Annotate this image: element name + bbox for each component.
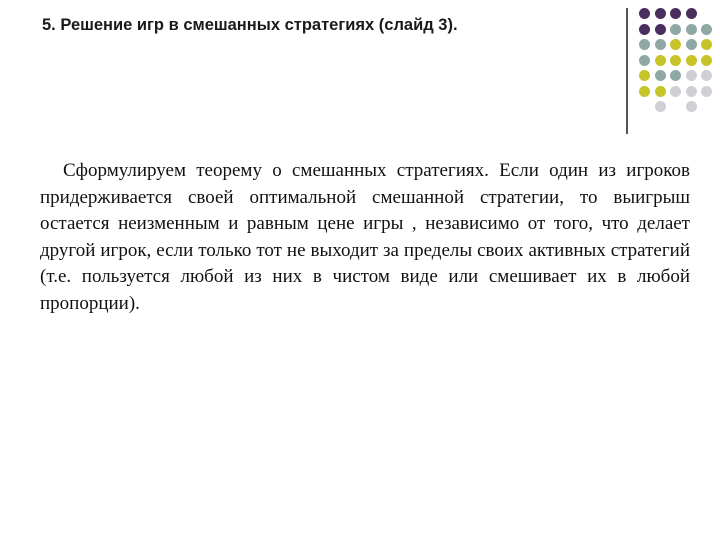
decorative-dot — [701, 55, 712, 66]
decorative-dot — [639, 55, 650, 66]
decorative-dot — [639, 86, 650, 97]
decorative-dot — [701, 39, 712, 50]
decorative-dot — [686, 39, 697, 50]
decorative-dot — [670, 86, 681, 97]
decorative-dot — [639, 24, 650, 35]
decorative-dot — [670, 55, 681, 66]
decorative-dot — [655, 39, 666, 50]
decorative-dot — [686, 86, 697, 97]
decorative-dot — [655, 70, 666, 81]
decorative-dot — [655, 86, 666, 97]
decorative-dot — [670, 70, 681, 81]
decorative-dot — [655, 55, 666, 66]
decorative-dot — [686, 101, 697, 112]
theorem-text: Сформулируем теорему о смешанных стратегиях. Если один из игроков придерживается своей оптимальной смешанной стратегии, то выигрыш остается неизменным и равным цене игры , независимо от того, что делает другой игрок, если только тот не выходит за пределы своих активных стратегий (т.е. пользуется любой из них в чистом виде или смешивает их в любой пропорции). — [40, 160, 690, 314]
decorative-dot — [701, 70, 712, 81]
decorative-dot — [670, 24, 681, 35]
decorative-dot — [686, 55, 697, 66]
title-divider-line — [626, 8, 628, 134]
decorative-dot — [655, 101, 666, 112]
slide-title: 5. Решение игр в смешанных стратегиях (слайд 3). — [42, 16, 458, 34]
decorative-dot — [701, 86, 712, 97]
decorative-dot-grid — [639, 8, 717, 118]
decorative-dot — [655, 24, 666, 35]
decorative-dot — [686, 8, 697, 19]
decorative-dot — [655, 8, 666, 19]
decorative-dot — [639, 39, 650, 50]
decorative-dot — [686, 70, 697, 81]
decorative-dot — [670, 39, 681, 50]
decorative-dot — [701, 24, 712, 35]
decorative-dot — [639, 70, 650, 81]
decorative-dot — [686, 24, 697, 35]
decorative-dot — [639, 8, 650, 19]
decorative-dot — [670, 8, 681, 19]
